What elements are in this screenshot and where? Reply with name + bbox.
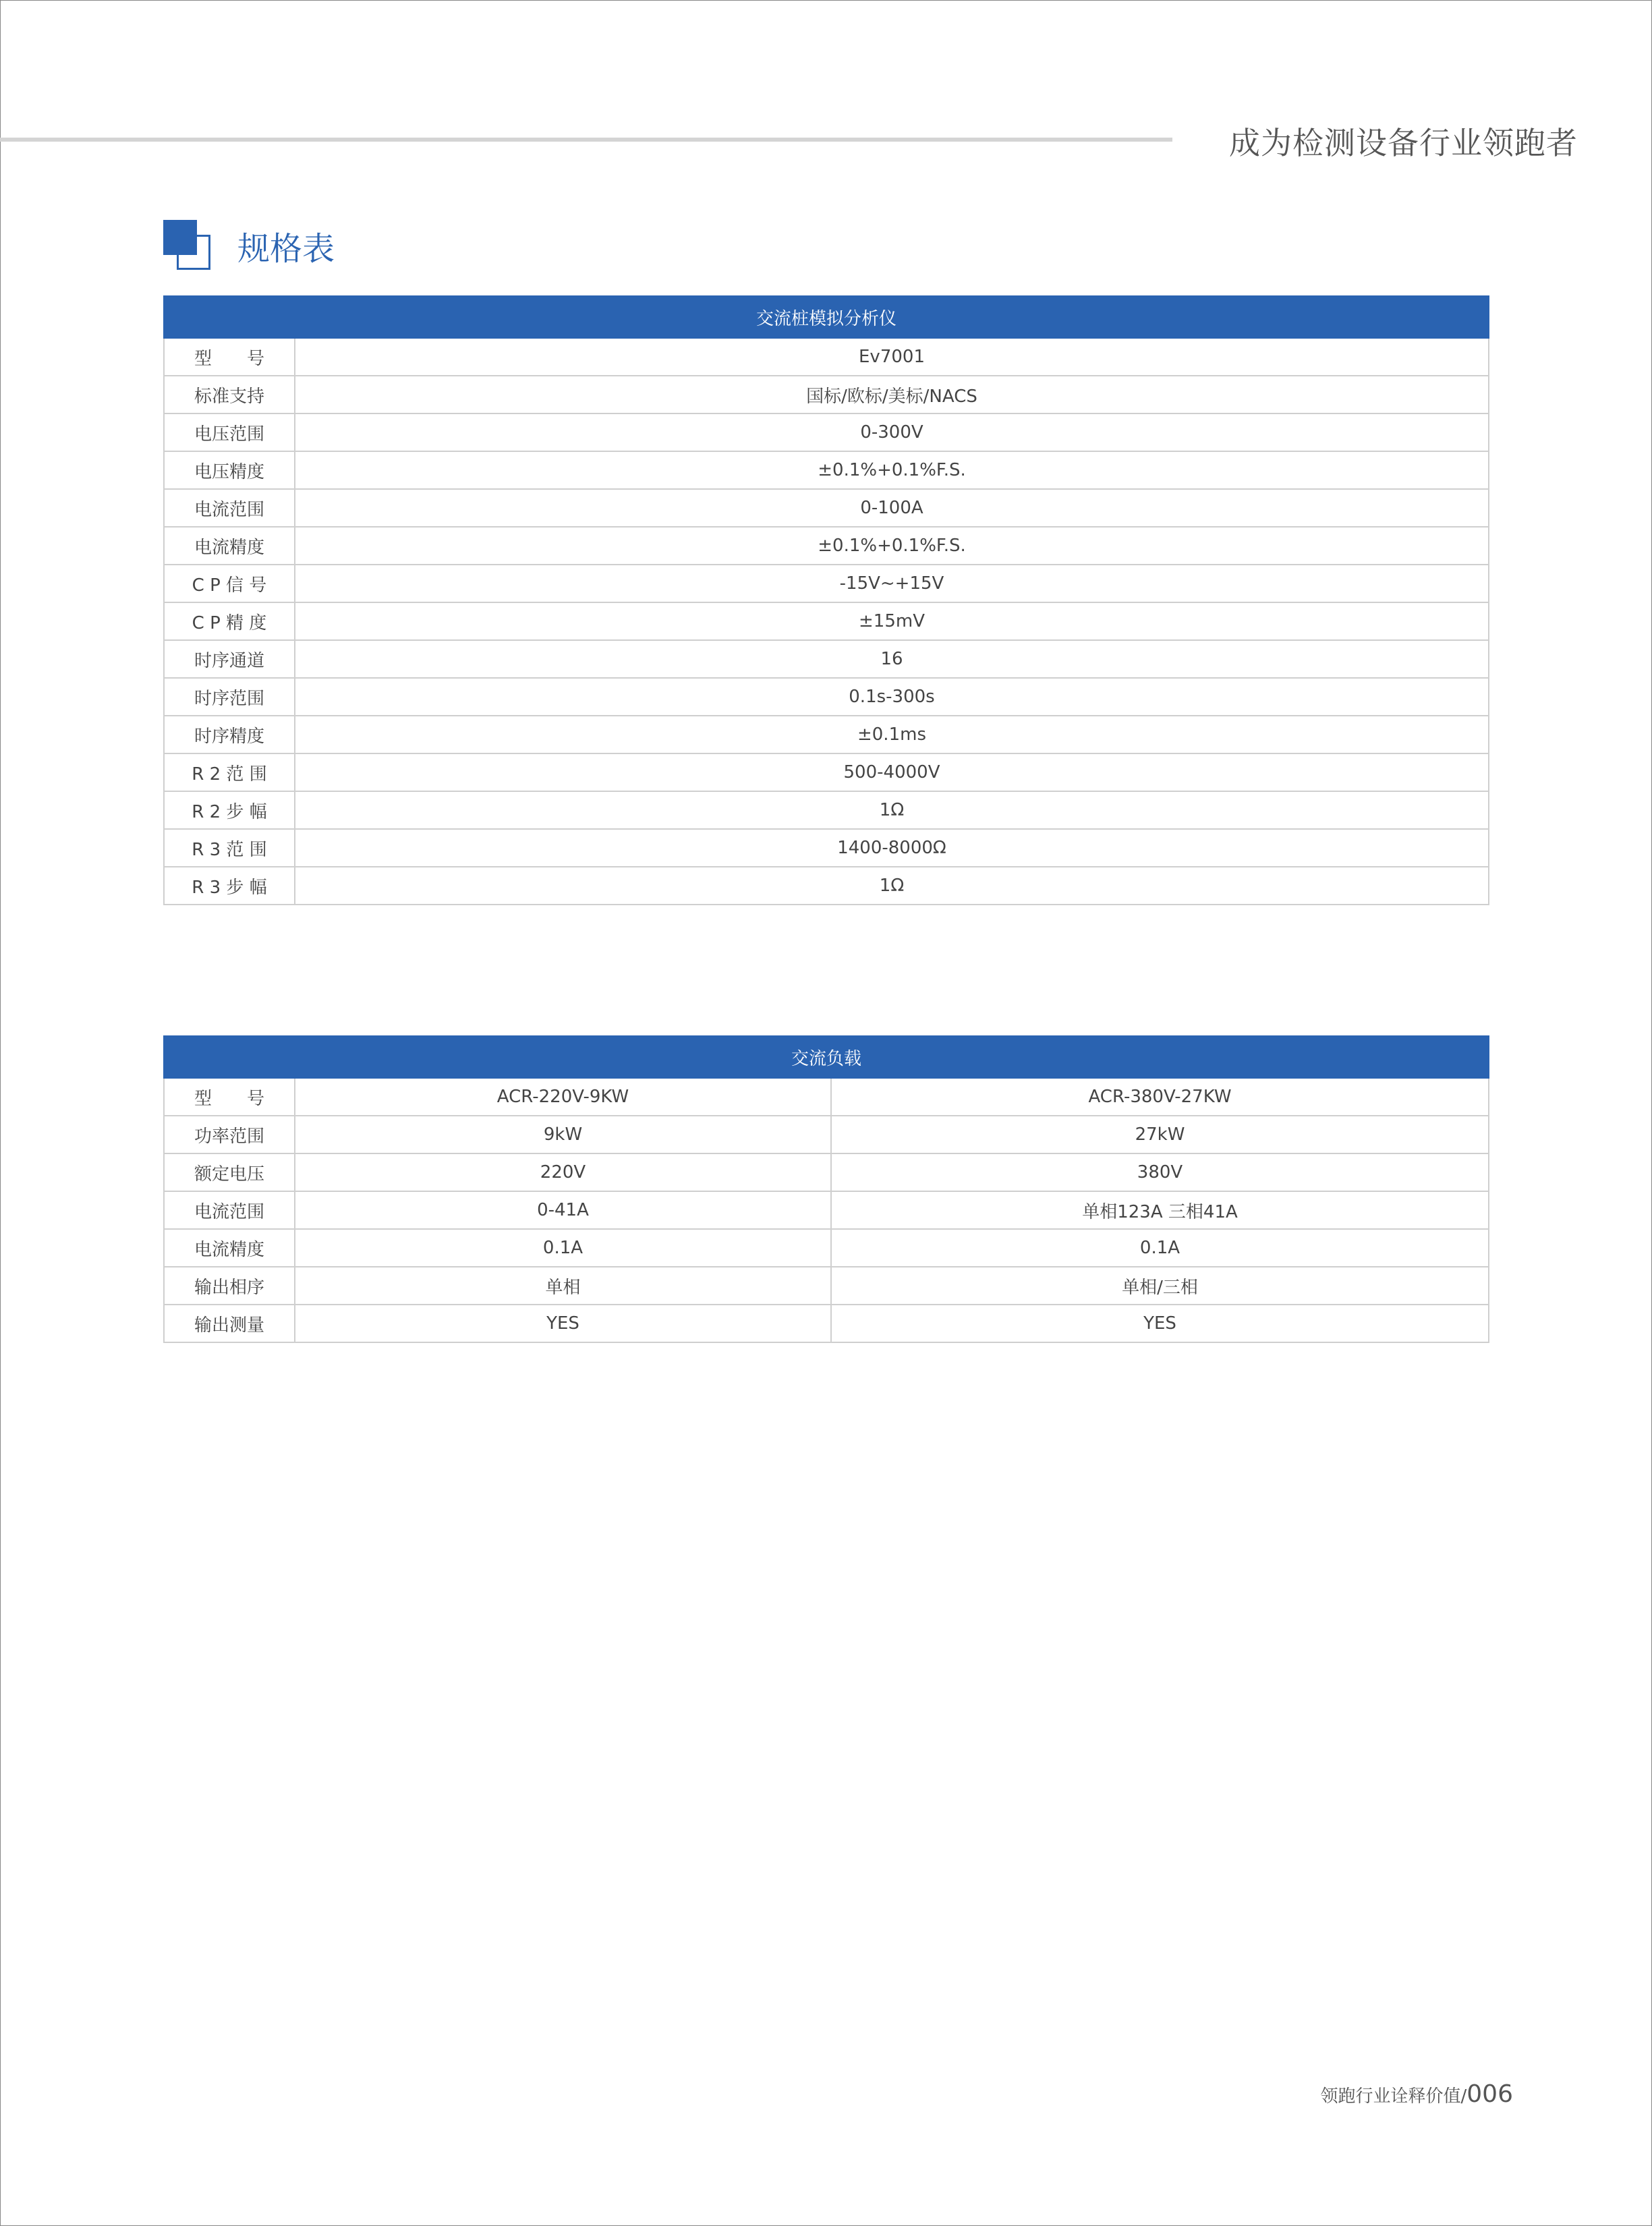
- table-title: 交流负载: [164, 1036, 1489, 1078]
- page-footer: [1321, 2080, 1513, 2108]
- row-label: 时序范围: [164, 678, 295, 716]
- row-label: 标准支持: [164, 376, 295, 413]
- table-row: [164, 791, 1489, 829]
- row-value: 1Ω: [295, 867, 1489, 905]
- table-header-row: [164, 296, 1489, 338]
- row-label: 型 号: [164, 338, 295, 376]
- table-row: [164, 678, 1489, 716]
- table-title: 交流桩模拟分析仪: [164, 296, 1489, 338]
- row-label: 输出相序: [164, 1267, 295, 1305]
- row-label: 电流范围: [164, 1191, 295, 1229]
- table-row: [164, 1229, 1489, 1267]
- table-row: [164, 527, 1489, 565]
- table-row: [164, 753, 1489, 791]
- row-label: 功率范围: [164, 1116, 295, 1153]
- row-value: -15V~+15V: [295, 565, 1489, 602]
- row-value: ACR-220V-9KW: [295, 1078, 831, 1116]
- table-row: [164, 829, 1489, 867]
- header-divider-line: [0, 138, 1172, 142]
- row-label: C P 信 号: [164, 565, 295, 602]
- row-value: 220V: [295, 1153, 831, 1191]
- row-value: 0-300V: [295, 413, 1489, 451]
- row-label: R 2 步 幅: [164, 791, 295, 829]
- row-value: ±0.1%+0.1%F.S.: [295, 451, 1489, 489]
- section-title: 规格表: [237, 230, 335, 268]
- table-row: [164, 716, 1489, 753]
- row-value: YES: [295, 1305, 831, 1342]
- row-label: 电流精度: [164, 527, 295, 565]
- table-row: [164, 413, 1489, 451]
- squares-icon: [163, 220, 215, 274]
- row-value: ±15mV: [295, 602, 1489, 640]
- row-label: R 3 范 围: [164, 829, 295, 867]
- row-value: 27kW: [831, 1116, 1489, 1153]
- row-label: C P 精 度: [164, 602, 295, 640]
- row-value: ±0.1%+0.1%F.S.: [295, 527, 1489, 565]
- row-value: 单相: [295, 1267, 831, 1305]
- row-label: 电压精度: [164, 451, 295, 489]
- row-label: 电压范围: [164, 413, 295, 451]
- table-row: [164, 489, 1489, 527]
- analyzer-spec-table: [163, 295, 1489, 905]
- row-value: 380V: [831, 1153, 1489, 1191]
- table-row: [164, 376, 1489, 413]
- table-row: [164, 867, 1489, 905]
- row-label: 型 号: [164, 1078, 295, 1116]
- row-value: 0.1s-300s: [295, 678, 1489, 716]
- row-value: 0.1A: [831, 1229, 1489, 1267]
- table-row: [164, 640, 1489, 678]
- row-value: Ev7001: [295, 338, 1489, 376]
- footer-text: 领跑行业诠释价值/: [1320, 2086, 1467, 2107]
- load-spec-table: [163, 1035, 1489, 1343]
- row-value: 1400-8000Ω: [295, 829, 1489, 867]
- row-label: R 3 步 幅: [164, 867, 295, 905]
- table-row: [164, 451, 1489, 489]
- row-label: 额定电压: [164, 1153, 295, 1191]
- table-row: [164, 1116, 1489, 1153]
- row-label: 时序精度: [164, 716, 295, 753]
- row-value: 单相123A 三相41A: [831, 1191, 1489, 1229]
- row-label: R 2 范 围: [164, 753, 295, 791]
- row-value: 国标/欧标/美标/NACS: [295, 376, 1489, 413]
- table-header-row: [164, 1036, 1489, 1078]
- table-row: [164, 1078, 1489, 1116]
- row-value: ±0.1ms: [295, 716, 1489, 753]
- row-value: 0-41A: [295, 1191, 831, 1229]
- table-row: [164, 338, 1489, 376]
- table-row: [164, 1153, 1489, 1191]
- row-label: 输出测量: [164, 1305, 295, 1342]
- page-number: 006: [1466, 2080, 1513, 2108]
- row-value: 9kW: [295, 1116, 831, 1153]
- row-value: 16: [295, 640, 1489, 678]
- row-value: ACR-380V-27KW: [831, 1078, 1489, 1116]
- row-value: 1Ω: [295, 791, 1489, 829]
- table-row: [164, 602, 1489, 640]
- row-value: 0-100A: [295, 489, 1489, 527]
- header-slogan: 成为检测设备行业领跑者: [1229, 125, 1578, 161]
- table-row: [164, 1305, 1489, 1342]
- table-row: [164, 1191, 1489, 1229]
- row-value: 500-4000V: [295, 753, 1489, 791]
- row-value: 单相/三相: [831, 1267, 1489, 1305]
- row-value: 0.1A: [295, 1229, 831, 1267]
- table-row: [164, 1267, 1489, 1305]
- table-row: [164, 565, 1489, 602]
- row-value: YES: [831, 1305, 1489, 1342]
- row-label: 电流范围: [164, 489, 295, 527]
- row-label: 电流精度: [164, 1229, 295, 1267]
- row-label: 时序通道: [164, 640, 295, 678]
